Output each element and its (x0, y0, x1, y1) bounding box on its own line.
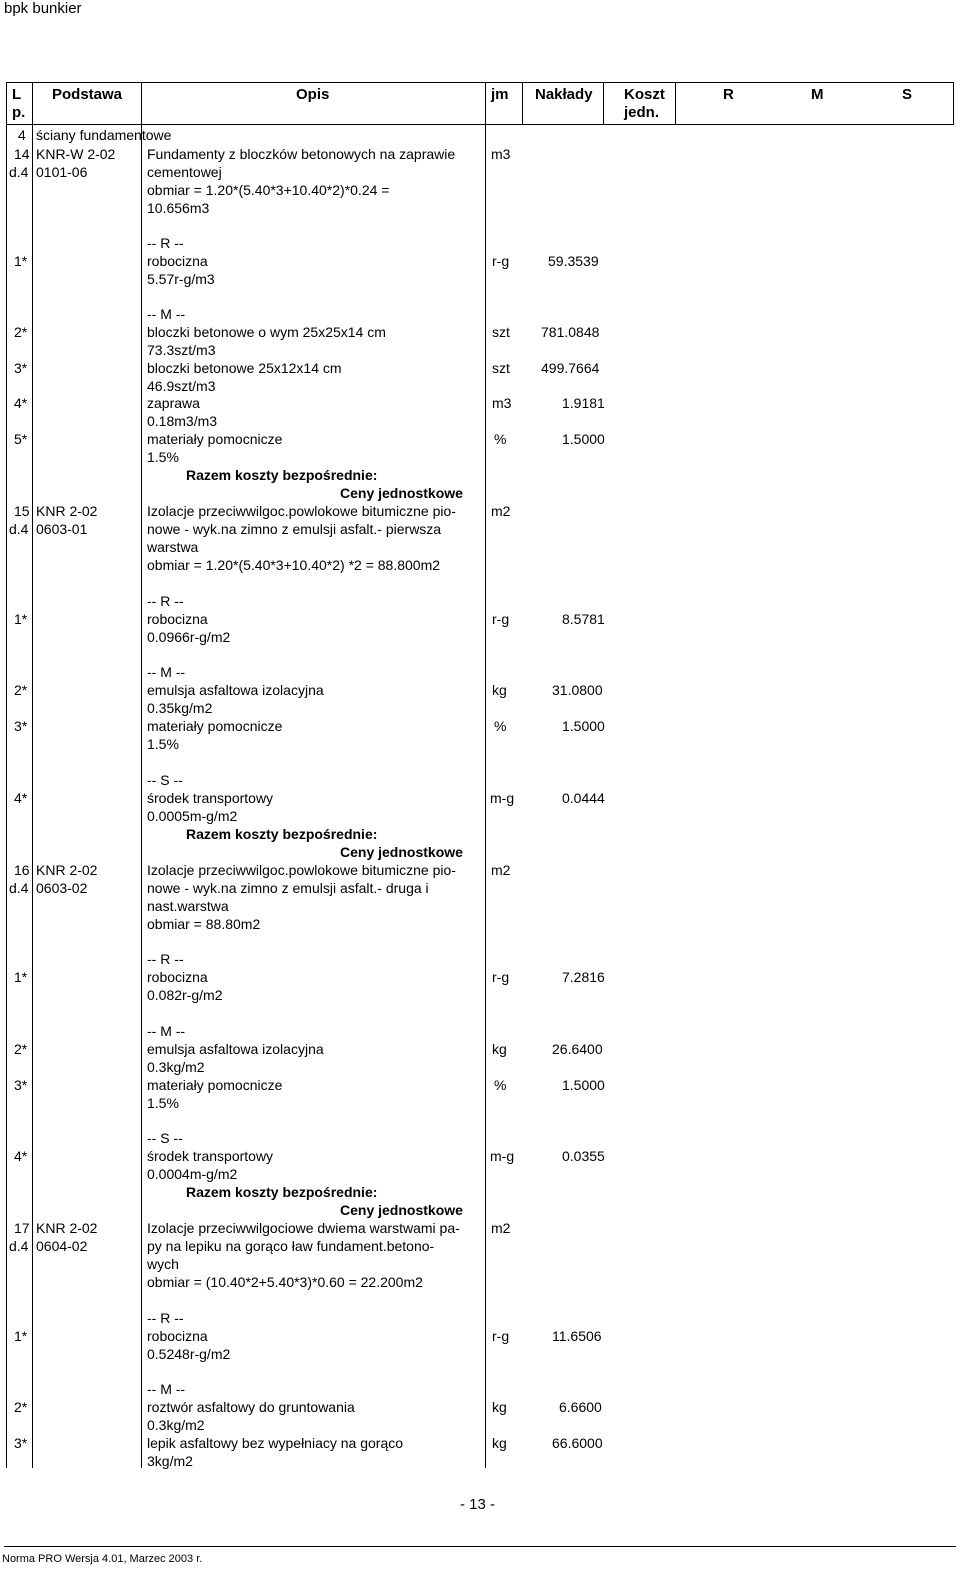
position-opis: obmiar = 88.80m2 (147, 916, 261, 932)
resource-name: robocizna (147, 969, 208, 985)
position-podstawa2: 0604-02 (36, 1238, 88, 1254)
group-r: -- R -- (147, 593, 184, 609)
resource-norm: 46.9szt/m3 (147, 378, 216, 394)
resource-lp: 3* (14, 360, 28, 376)
footer-note: Norma PRO Wersja 4.01, Marzec 2003 r. (2, 1553, 203, 1565)
resource-naklad: 1.5000 (562, 718, 605, 734)
position-opis: nowe - wyk.na zimno z emulsji asfalt.- pierwsza (147, 521, 442, 537)
resource-lp: 1* (14, 611, 28, 627)
resource-norm: 1.5% (147, 736, 179, 752)
resource-norm: 1.5% (147, 1095, 179, 1111)
resource-naklad: 6.6600 (559, 1399, 602, 1415)
resource-name: emulsja asfaltowa izolacyjna (147, 682, 324, 698)
position-podstawa: KNR-W 2-02 (36, 146, 116, 162)
resource-naklad: 781.0848 (541, 324, 600, 340)
resource-norm: 0.3kg/m2 (147, 1417, 205, 1433)
resource-jm: r-g (492, 1328, 510, 1344)
position-opis: cementowej (147, 164, 222, 180)
resource-jm: r-g (492, 611, 510, 627)
site-title: bpk bunkier (4, 0, 82, 17)
resource-lp: 4* (14, 790, 28, 806)
col-border (141, 82, 142, 1468)
table-top-border (6, 82, 954, 83)
resource-norm: 73.3szt/m3 (147, 342, 216, 358)
group-r: -- R -- (147, 951, 184, 967)
position-lp: 17 (14, 1220, 30, 1236)
group-m: -- M -- (147, 1381, 186, 1397)
header-podstawa: Podstawa (52, 86, 123, 103)
resource-naklad: 499.7664 (541, 360, 600, 376)
position-opis: obmiar = (10.40*2+5.40*3)*0.60 = 22.200m2 (147, 1274, 423, 1290)
position-opis: Izolacje przeciwwilgoc.powlokowe bitumiczne pio- (147, 862, 456, 878)
group-r: -- R -- (147, 235, 184, 251)
resource-norm: 0.082r-g/m2 (147, 987, 223, 1003)
group-m: -- M -- (147, 1023, 186, 1039)
col-border (675, 82, 676, 124)
position-opis: nast.warstwa (147, 898, 229, 914)
page-number: - 13 - (460, 1496, 496, 1513)
resource-jm: kg (492, 1435, 507, 1451)
position-lp2: d.4 (9, 880, 29, 896)
resource-jm: r-g (492, 253, 510, 269)
resource-lp: 3* (14, 1435, 28, 1451)
resource-naklad: 0.0355 (562, 1148, 605, 1164)
resource-naklad: 1.9181 (562, 395, 605, 411)
resource-jm: kg (492, 682, 507, 698)
resource-lp: 3* (14, 1077, 28, 1093)
position-lp2: d.4 (9, 521, 29, 537)
header-r: R (723, 86, 734, 103)
position-podstawa2: 0603-02 (36, 880, 88, 896)
position-jm: m2 (491, 862, 511, 878)
resource-lp: 2* (14, 1399, 28, 1415)
resource-norm: 0.0966r-g/m2 (147, 629, 231, 645)
resource-jm: kg (492, 1041, 507, 1057)
col-border (953, 82, 954, 124)
resource-norm: 0.35kg/m2 (147, 700, 213, 716)
resource-name: materiały pomocnicze (147, 431, 283, 447)
position-opis: Izolacje przeciwwilgoc.powlokowe bitumiczne pio- (147, 503, 456, 519)
group-m: -- M -- (147, 306, 186, 322)
footer-divider (4, 1546, 956, 1547)
resource-jm: r-g (492, 969, 510, 985)
col-border (6, 82, 7, 1468)
resource-name: środek transportowy (147, 790, 274, 806)
resource-lp: 1* (14, 253, 28, 269)
position-opis: wych (147, 1256, 179, 1272)
ceny-label: Ceny jednostkowe (340, 844, 463, 860)
group-r: -- R -- (147, 1310, 184, 1326)
resource-naklad: 26.6400 (552, 1041, 603, 1057)
resource-norm: 0.18m3/m3 (147, 413, 218, 429)
header-bottom-border (6, 124, 954, 125)
header-koszt: Koszt jedn. (624, 86, 665, 121)
position-lp2: d.4 (9, 1238, 29, 1254)
resource-lp: 3* (14, 718, 28, 734)
resource-naklad: 8.5781 (562, 611, 605, 627)
resource-name: robocizna (147, 253, 208, 269)
position-lp: 16 (14, 862, 30, 878)
razem-label: Razem koszty bezpośrednie: (186, 1184, 378, 1200)
resource-name: materiały pomocnicze (147, 1077, 283, 1093)
position-podstawa: KNR 2-02 (36, 862, 98, 878)
resource-jm: % (494, 1077, 507, 1093)
position-podstawa: KNR 2-02 (36, 503, 98, 519)
resource-jm: m-g (490, 790, 515, 806)
group-m: -- M -- (147, 664, 186, 680)
resource-name: lepik asfaltowy bez wypełniacy na gorąco (147, 1435, 404, 1451)
header-naklady: Nakłady (535, 86, 593, 103)
resource-lp: 2* (14, 682, 28, 698)
resource-naklad: 1.5000 (562, 1077, 605, 1093)
position-opis: 10.656m3 (147, 200, 210, 216)
group-s: -- S -- (147, 1130, 183, 1146)
resource-norm: 1.5% (147, 449, 179, 465)
section-title: ściany fundamentowe (36, 127, 172, 143)
position-opis: Izolacje przeciwwilgociowe dwiema warstwami pa- (147, 1220, 460, 1236)
header-s: S (902, 86, 913, 103)
position-lp: 14 (14, 146, 30, 162)
header-lp: L p. (12, 86, 26, 121)
resource-name: robocizna (147, 611, 208, 627)
resource-name: bloczki betonowe o wym 25x25x14 cm (147, 324, 386, 340)
resource-lp: 1* (14, 969, 28, 985)
resource-naklad: 31.0800 (552, 682, 603, 698)
resource-lp: 1* (14, 1328, 28, 1344)
ceny-label: Ceny jednostkowe (340, 485, 463, 501)
position-podstawa2: 0603-01 (36, 521, 88, 537)
resource-norm: 0.0005m-g/m2 (147, 808, 238, 824)
position-opis: Fundamenty z bloczków betonowych na zaprawie (147, 146, 456, 162)
resource-name: materiały pomocnicze (147, 718, 283, 734)
resource-jm: szt (492, 324, 510, 340)
resource-norm: 0.0004m-g/m2 (147, 1166, 238, 1182)
group-s: -- S -- (147, 772, 183, 788)
resource-name: roztwór asfaltowy do gruntowania (147, 1399, 355, 1415)
resource-jm: szt (492, 360, 510, 376)
col-border (603, 82, 604, 124)
resource-name: robocizna (147, 1328, 208, 1344)
resource-norm: 5.57r-g/m3 (147, 271, 215, 287)
header-opis: Opis (296, 86, 330, 103)
header-m: M (811, 86, 824, 103)
razem-label: Razem koszty bezpośrednie: (186, 467, 378, 483)
position-lp2: d.4 (9, 164, 29, 180)
resource-lp: 2* (14, 1041, 28, 1057)
col-border (485, 82, 486, 1468)
position-podstawa: KNR 2-02 (36, 1220, 98, 1236)
resource-naklad: 59.3539 (548, 253, 599, 269)
resource-name: zaprawa (147, 395, 200, 411)
resource-naklad: 1.5000 (562, 431, 605, 447)
position-podstawa2: 0101-06 (36, 164, 88, 180)
resource-jm: m3 (492, 395, 512, 411)
resource-jm: % (494, 718, 507, 734)
resource-name: środek transportowy (147, 1148, 274, 1164)
resource-naklad: 11.6506 (552, 1328, 602, 1344)
position-jm: m2 (491, 503, 511, 519)
resource-norm: 0.3kg/m2 (147, 1059, 205, 1075)
col-border (522, 82, 523, 124)
position-jm: m2 (491, 1220, 511, 1236)
position-opis: warstwa (147, 539, 199, 555)
position-jm: m3 (491, 146, 511, 162)
header-jm: jm (491, 86, 509, 103)
position-opis: obmiar = 1.20*(5.40*3+10.40*2)*0.24 = (147, 182, 390, 198)
razem-label: Razem koszty bezpośrednie: (186, 826, 378, 842)
resource-lp: 5* (14, 431, 28, 447)
position-lp: 15 (14, 503, 30, 519)
resource-norm: 0.5248r-g/m2 (147, 1346, 231, 1362)
resource-lp: 4* (14, 395, 28, 411)
resource-jm: % (494, 431, 507, 447)
resource-norm: 3kg/m2 (147, 1453, 193, 1469)
col-border (32, 82, 33, 1468)
section-lp: 4 (18, 127, 26, 143)
position-opis: obmiar = 1.20*(5.40*3+10.40*2) *2 = 88.800m2 (147, 557, 441, 573)
position-opis: nowe - wyk.na zimno z emulsji asfalt.- druga i (147, 880, 429, 896)
position-opis: py na lepiku na gorąco ław fundament.betono- (147, 1238, 435, 1254)
resource-jm: kg (492, 1399, 507, 1415)
resource-naklad: 66.6000 (552, 1435, 603, 1451)
resource-lp: 2* (14, 324, 28, 340)
resource-jm: m-g (490, 1148, 515, 1164)
resource-naklad: 0.0444 (562, 790, 605, 806)
resource-name: bloczki betonowe 25x12x14 cm (147, 360, 342, 376)
ceny-label: Ceny jednostkowe (340, 1202, 463, 1218)
resource-name: emulsja asfaltowa izolacyjna (147, 1041, 324, 1057)
resource-naklad: 7.2816 (562, 969, 605, 985)
resource-lp: 4* (14, 1148, 28, 1164)
